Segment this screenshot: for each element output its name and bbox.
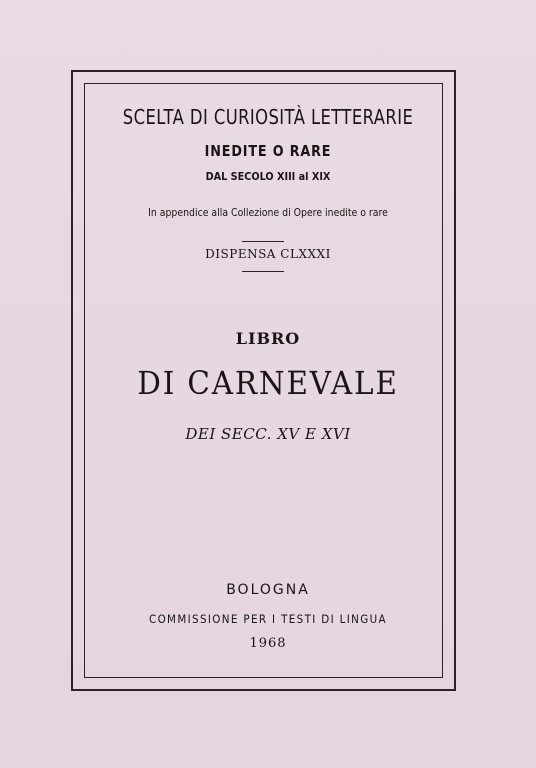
divider-top [242, 241, 284, 242]
imprint-publisher: COMMISSIONE PER I TESTI DI LINGUA [148, 612, 387, 626]
dispensa-number: DISPENSA CLXXXI [205, 247, 331, 261]
series-subtitle-centuries: DAL SECOLO XIII al XIX [205, 170, 331, 183]
appendix-note: In appendice alla Collezione di Opere inedite o rare [148, 206, 388, 219]
book-pre-title: LIBRO [235, 329, 301, 348]
series-subtitle-rare: INEDITE O RARE [204, 142, 332, 160]
divider-bottom [242, 271, 284, 272]
series-title: SCELTA DI CURIOSITÀ LETTERARIE [122, 105, 414, 129]
imprint-year: 1968 [249, 636, 287, 651]
book-title: DI CARNEVALE [137, 364, 399, 402]
imprint-city: BOLOGNA [226, 582, 310, 598]
book-subtitle: DEI SECC. XV E XVI [185, 425, 351, 443]
